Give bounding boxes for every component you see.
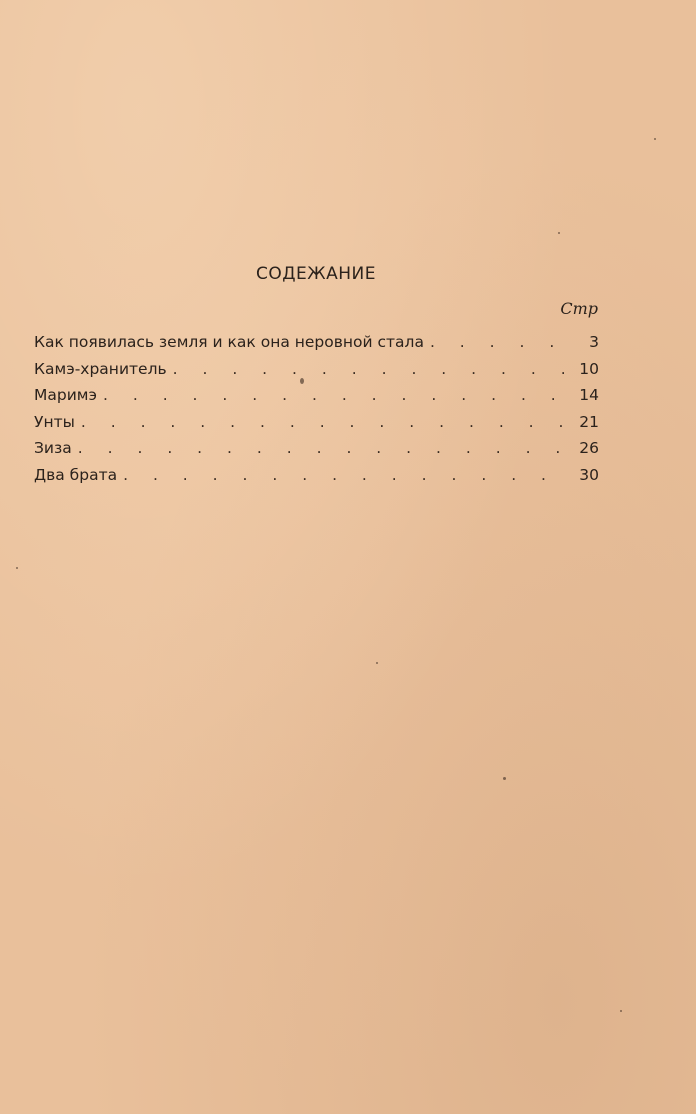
paper-speck bbox=[620, 1010, 622, 1012]
toc-entry bbox=[34, 466, 599, 493]
toc-entry-title: Маримэ bbox=[34, 386, 97, 404]
toc-entry-title: Два брата bbox=[34, 465, 118, 484]
dot-leader bbox=[123, 466, 571, 484]
toc-entry bbox=[34, 413, 599, 440]
toc-entry bbox=[34, 360, 599, 387]
dot-leader bbox=[173, 360, 571, 378]
toc-entry-page: 14 bbox=[579, 386, 599, 404]
paper-speck bbox=[654, 138, 656, 140]
contents-heading: СОДЕЖАНИЕ bbox=[256, 264, 376, 284]
paper-speck bbox=[376, 662, 378, 664]
toc-entry-title: Зиза bbox=[34, 439, 72, 457]
dot-leader bbox=[103, 386, 571, 404]
toc-entry-title: Камэ-хранитель bbox=[34, 359, 167, 378]
toc-entry bbox=[34, 333, 599, 360]
page-column-label: Стр bbox=[560, 299, 598, 318]
toc-entry-page: 21 bbox=[579, 412, 599, 431]
dot-leader bbox=[81, 413, 571, 431]
paper-speck bbox=[300, 378, 304, 384]
toc-entry bbox=[34, 439, 599, 466]
toc-entry-page: 30 bbox=[579, 465, 599, 484]
toc-entry-page: 26 bbox=[579, 439, 599, 457]
table-of-contents bbox=[34, 333, 599, 492]
toc-entry-title: Как появилась земля и как она неровной стала bbox=[34, 333, 424, 351]
paper-speck bbox=[558, 232, 560, 234]
paper-speck bbox=[16, 567, 18, 569]
paper-speck bbox=[503, 777, 506, 780]
toc-entry-page: 10 bbox=[579, 359, 599, 378]
dot-leader bbox=[430, 333, 571, 351]
dot-leader bbox=[78, 439, 571, 457]
toc-entry bbox=[34, 386, 599, 413]
toc-entry-title: Унты bbox=[34, 412, 75, 431]
toc-entry-page: 3 bbox=[589, 333, 599, 351]
